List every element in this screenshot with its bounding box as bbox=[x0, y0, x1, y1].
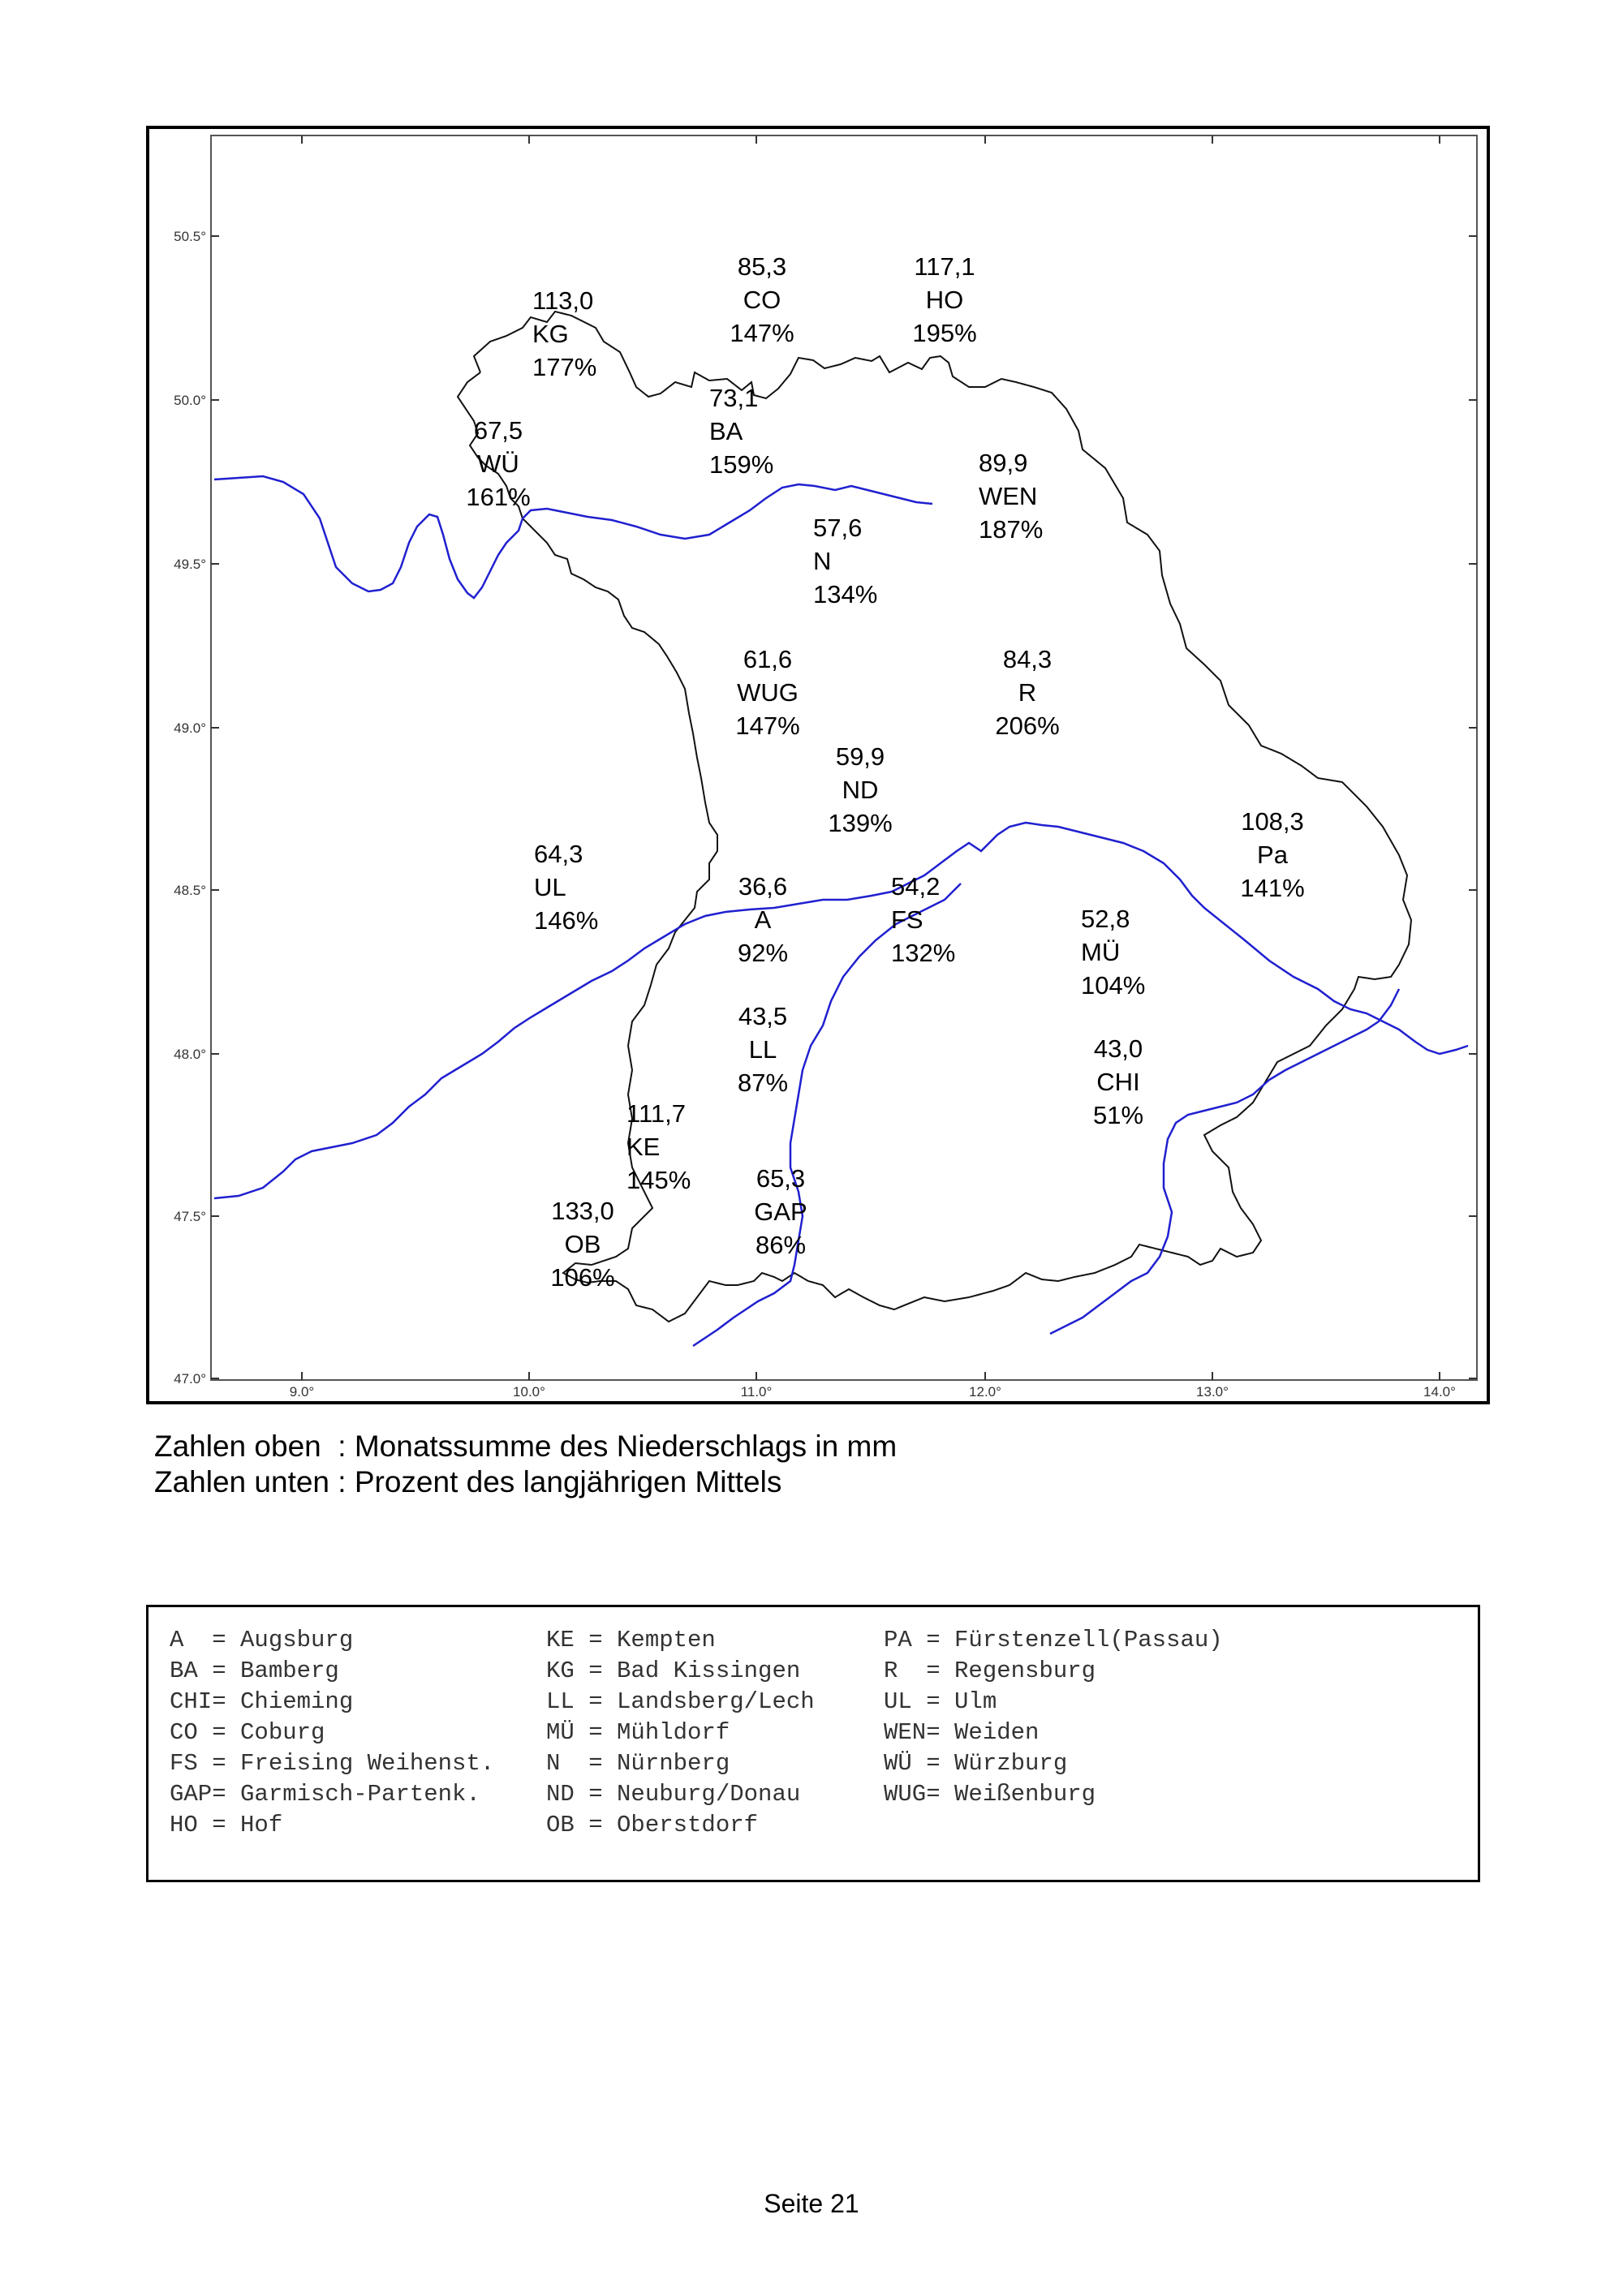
station-wü bbox=[466, 416, 530, 511]
legend-column-1 bbox=[170, 1625, 494, 1841]
lat-tick-label: 49.5° bbox=[174, 557, 206, 572]
station-code: CO bbox=[743, 286, 781, 314]
station-code: GAP bbox=[754, 1197, 807, 1226]
station-a bbox=[738, 872, 788, 967]
station-code: Pa bbox=[1257, 841, 1288, 869]
legend-entry: KG = Bad Kissingen bbox=[546, 1658, 801, 1684]
station-value: 113,0 bbox=[532, 286, 594, 315]
page-number: Seite 21 bbox=[764, 2189, 859, 2218]
legend-column-2 bbox=[546, 1625, 815, 1841]
station-ho bbox=[912, 252, 976, 347]
stations-layer bbox=[466, 252, 1304, 1292]
station-code: KE bbox=[626, 1133, 661, 1161]
station-value: 59,9 bbox=[835, 742, 885, 771]
station-percent: 92% bbox=[737, 939, 789, 967]
legend-entry: CHI= Chieming bbox=[170, 1688, 354, 1715]
station-percent: 86% bbox=[755, 1231, 807, 1259]
station-code: KG bbox=[532, 320, 569, 348]
lat-tick-label: 50.0° bbox=[174, 393, 206, 408]
lon-tick-label: 10.0° bbox=[513, 1384, 545, 1400]
station-value: 64,3 bbox=[534, 840, 583, 868]
lon-tick-label: 12.0° bbox=[969, 1384, 1001, 1400]
station-code: MÜ bbox=[1081, 938, 1121, 966]
station-r bbox=[995, 645, 1059, 740]
station-code: UL bbox=[534, 873, 566, 901]
station-code: LL bbox=[748, 1035, 777, 1064]
station-value: 36,6 bbox=[738, 872, 788, 901]
legend-entry: FS = Freising Weihenst. bbox=[170, 1750, 495, 1777]
lat-tick-label: 49.0° bbox=[174, 720, 206, 736]
legend-entry: WEN= Weiden bbox=[884, 1719, 1040, 1746]
station-value: 133,0 bbox=[551, 1197, 614, 1225]
legend-column-3 bbox=[884, 1625, 1223, 1810]
station-code: WÜ bbox=[477, 449, 519, 478]
station-kg bbox=[532, 286, 596, 381]
legend-entry: OB = Oberstdorf bbox=[546, 1812, 759, 1838]
station-percent: 195% bbox=[912, 319, 977, 347]
lon-tick-label: 14.0° bbox=[1423, 1384, 1456, 1400]
lat-tick-label: 50.5° bbox=[174, 229, 206, 244]
station-value: 84,3 bbox=[1002, 645, 1053, 673]
lat-tick-label: 48.0° bbox=[174, 1047, 206, 1062]
station-value: 111,7 bbox=[626, 1099, 686, 1128]
legend-entry: KE = Kempten bbox=[546, 1627, 716, 1653]
legend-entry: UL = Ulm bbox=[884, 1688, 997, 1715]
station-code: A bbox=[754, 905, 772, 934]
station-mü bbox=[1081, 905, 1145, 1000]
legend-entry: N = Nürnberg bbox=[546, 1750, 730, 1777]
station-wen bbox=[979, 449, 1043, 544]
station-percent: 146% bbox=[534, 906, 599, 935]
map-frame bbox=[146, 126, 1490, 1404]
station-value: 65,3 bbox=[756, 1164, 806, 1193]
station-pa bbox=[1240, 807, 1304, 902]
station-value: 85,3 bbox=[737, 252, 787, 281]
station-gap bbox=[754, 1164, 807, 1259]
station-value: 73,1 bbox=[709, 384, 759, 412]
lat-tick-label: 47.5° bbox=[174, 1209, 206, 1224]
station-percent: 161% bbox=[466, 483, 531, 511]
station-code: WEN bbox=[979, 482, 1038, 510]
legend-entry: GAP= Garmisch-Partenk. bbox=[170, 1781, 480, 1808]
station-code: FS bbox=[891, 905, 923, 934]
station-code: WUG bbox=[737, 678, 799, 707]
station-value: 43,5 bbox=[738, 1002, 788, 1030]
station-code: R bbox=[1018, 678, 1037, 707]
station-code: OB bbox=[564, 1230, 601, 1258]
station-percent: 147% bbox=[735, 712, 800, 740]
station-code: N bbox=[813, 547, 832, 575]
station-chi bbox=[1093, 1034, 1143, 1129]
station-value: 43,0 bbox=[1093, 1034, 1143, 1063]
station-value: 54,2 bbox=[891, 872, 941, 901]
station-code: BA bbox=[709, 417, 743, 445]
station-percent: 187% bbox=[979, 515, 1044, 544]
lat-tick-label: 48.5° bbox=[174, 883, 206, 898]
legend-entry: HO = Hof bbox=[170, 1812, 283, 1838]
station-percent: 87% bbox=[737, 1068, 789, 1097]
station-co bbox=[730, 252, 794, 347]
legend-box bbox=[146, 1605, 1480, 1882]
legend-entry: A = Augsburg bbox=[170, 1627, 354, 1653]
station-wug bbox=[735, 645, 799, 740]
legend-entry: R = Regensburg bbox=[884, 1658, 1096, 1684]
station-percent: 134% bbox=[813, 580, 878, 608]
legend-entry: WÜ = Würzburg bbox=[884, 1750, 1068, 1777]
legend-entry: PA = Fürstenzell(Passau) bbox=[884, 1627, 1223, 1653]
legend-entry: MÜ = Mühldorf bbox=[546, 1719, 730, 1746]
legend-entry: BA = Bamberg bbox=[170, 1658, 339, 1684]
station-percent: 206% bbox=[995, 712, 1060, 740]
station-value: 57,6 bbox=[813, 514, 863, 542]
lat-tick-label: 47.0° bbox=[174, 1371, 206, 1387]
station-value: 61,6 bbox=[743, 645, 793, 673]
axis-ticks bbox=[174, 135, 1477, 1400]
station-value: 108,3 bbox=[1241, 807, 1304, 836]
station-percent: 104% bbox=[1081, 971, 1146, 1000]
legend-entry: WUG= Weißenburg bbox=[884, 1781, 1096, 1808]
station-percent: 51% bbox=[1092, 1101, 1144, 1129]
map-canvas bbox=[149, 129, 1487, 1401]
lon-tick-label: 9.0° bbox=[289, 1384, 315, 1400]
station-percent: 159% bbox=[709, 450, 774, 479]
station-code: HO bbox=[925, 286, 964, 314]
station-percent: 106% bbox=[550, 1263, 615, 1292]
station-value: 52,8 bbox=[1081, 905, 1130, 933]
station-ul bbox=[534, 840, 598, 935]
station-fs bbox=[891, 872, 955, 967]
station-code: ND bbox=[842, 776, 879, 804]
station-nd bbox=[828, 742, 892, 837]
station-percent: 145% bbox=[626, 1166, 691, 1194]
station-ke bbox=[626, 1099, 691, 1194]
station-percent: 177% bbox=[532, 353, 597, 381]
station-n bbox=[813, 514, 877, 608]
station-value: 67,5 bbox=[473, 416, 523, 445]
legend-entry: LL = Landsberg/Lech bbox=[546, 1688, 815, 1715]
caption-top: Zahlen oben : Monatssumme des Niederschlags in mm bbox=[154, 1430, 898, 1463]
legend-entry: CO = Coburg bbox=[170, 1719, 325, 1746]
station-percent: 132% bbox=[891, 939, 956, 967]
station-percent: 141% bbox=[1240, 874, 1305, 902]
caption-bottom: Zahlen unten : Prozent des langjährigen Mittels bbox=[154, 1465, 782, 1498]
station-percent: 139% bbox=[828, 809, 893, 837]
station-code: CHI bbox=[1096, 1068, 1140, 1096]
station-ob bbox=[550, 1197, 614, 1292]
station-ll bbox=[738, 1002, 788, 1097]
legend-entry: ND = Neuburg/Donau bbox=[546, 1781, 801, 1808]
station-percent: 147% bbox=[730, 319, 794, 347]
lon-tick-label: 13.0° bbox=[1196, 1384, 1229, 1400]
station-value: 89,9 bbox=[979, 449, 1028, 477]
lon-tick-label: 11.0° bbox=[740, 1384, 773, 1400]
station-value: 117,1 bbox=[914, 252, 975, 281]
